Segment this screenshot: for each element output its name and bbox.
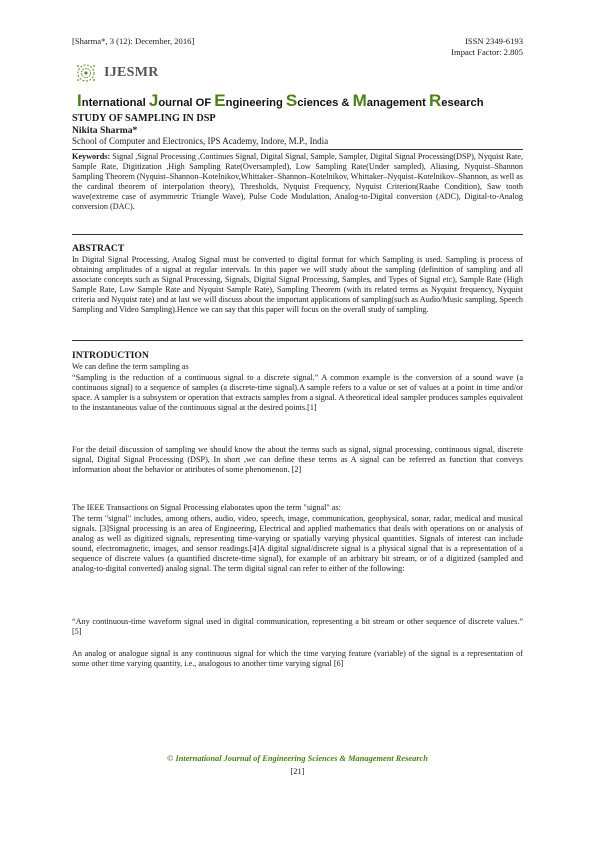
divider [72, 340, 523, 341]
intro-paragraph: For the detail discussion of sampling we should know the about the terms such as signal, signal processing, continuous signal, discrete signal, Digital Signal Processing (DSP), In short ,we can define these terms as A signal can be referred as function that conveys information about the behavior or attributes of some phenomenon. [2] [72, 445, 523, 475]
intro-paragraph: The term "signal" includes, among others, audio, video, speech, image, communication, geophysical, sonar, radar, medical and musical signals. [3]Signal processing is an area of Engineering, Electrical and applied mathematics that deals with operations on or analysis of analog as well as digitized signals, representing time-varying or spatially varying physical quantities. Signals of interest can include sound, electromagnetic, images, and sensor readings.[4]A digital signal/discrete signal is a physical signal that is a representation of a sequence of discrete values (a quantified discrete-time signal), for example of an arbitrary bit stream, or of a digitized (sampled and analog-to-digital converted) analog signal. The term digital signal can refer to either of the following: [72, 514, 523, 574]
affiliation: School of Computer and Electronics, IPS Academy, Indore, M.P., India [72, 136, 329, 146]
intro-paragraph: We can define the term sampling as [72, 362, 189, 371]
header-meta [451, 36, 523, 58]
page-number: [21] [290, 767, 305, 776]
abstract-heading: ABSTRACT [72, 243, 125, 254]
keywords-label: Keywords: [72, 152, 111, 161]
logo-text: IJESMR [104, 65, 159, 80]
divider [72, 149, 523, 150]
paper-title: STUDY OF SAMPLING IN DSP [72, 113, 216, 124]
author-name: Nikita Sharma* [72, 125, 138, 136]
issn: ISSN 2349-6193 [464, 36, 523, 46]
journal-name: International Journal OF Engineering Sciences & Management Research [77, 91, 484, 110]
journal-logo [74, 60, 159, 86]
abstract-text: In Digital Signal Processing, Analog Signal must be converted to digital format for which Sampling is used. Sampling is process of obtaining amplitudes of a signal at regular intervals. In this paper we will study about the sampling (definition of sampling and all associate concepts such as Signal Processing, Signals, Digital Signal Processing, Samples, and Types of Signal etc), Sample Rate (High Sample Rate, Low Sample Rate and Nyquist Sample Rate), Sampling Theorem (with its related terms as Nyquist frequency, Nyquist criteria and Nyquist rate) and at last we will discuss about the important applications of sampling(such as Audio/Music sampling, Speech Sampling and Video Sampling).Hence we can say that this paper will focus on the overall study of sampling. [72, 255, 523, 315]
header-citation: [Sharma*, 3 (12): December, 2016] [72, 36, 195, 46]
keywords [72, 152, 523, 213]
footer-journal: © International Journal of Engineering Sciences & Management Research [167, 754, 428, 763]
divider [72, 234, 523, 235]
impact-factor: Impact Factor: 2.805 [451, 47, 523, 57]
intro-paragraph: “Sampling is the reduction of a continuous signal to a discrete signal.” A common example is the conversion of a sound wave (a continuous signal) to a sequence of samples (a discrete-time signal).A sample refers to a value or set of values at a point in time and/or space. A sampler is a subsystem or operation that extracts samples from a signal. A theoretical ideal sampler produces samples equivalent to the instantaneous value of the continuous signal at the desired points.[1] [72, 373, 523, 413]
keywords-text: Signal ,Signal Processing ,Continues Signal, Digital Signal, Sample, Sampler, Digital Signal Processing(DSP), Nyquist Rate, Sample Rate, Digitization ,High Sampling Rate(Oversampled), Low Sampling Rate(Under sampled), Aliasing, Nyquist–Shannon Sampling Theorem (Nyquist–Shannon–Kotelnikov,Whittaker–Shannon–Kotelnikov, Whittaker–Nyquist–Kotelnikov–Shannon, as well as the cardinal theorem of interpolation theory), Thresholds, Nyquist Frequency, Nyquist Criterion(Raabe Condition), Saw tooth wave(extreme case of asymmetric Triangle Wave), Pulse Code Modulation, Analog-to-Digital conversion (ADC), Digital-to-Analog conversion (DAC). [72, 152, 523, 212]
intro-paragraph: An analog or analogue signal is any continuous signal for which the time varying feature (variable) of the signal is a representation of some other time varying quantity, i.e., analogous to another time varying signal [6] [72, 649, 523, 669]
intro-paragraph: “Any continuous-time waveform signal used in digital communication, representing a bit stream or other sequence of discrete values.” [5] [72, 617, 523, 637]
introduction-heading: INTRODUCTION [72, 350, 149, 361]
ijesmr-logo-icon [74, 62, 98, 84]
intro-paragraph: The IEEE Transactions on Signal Processing elaborates upon the term "signal" as: [72, 503, 341, 512]
